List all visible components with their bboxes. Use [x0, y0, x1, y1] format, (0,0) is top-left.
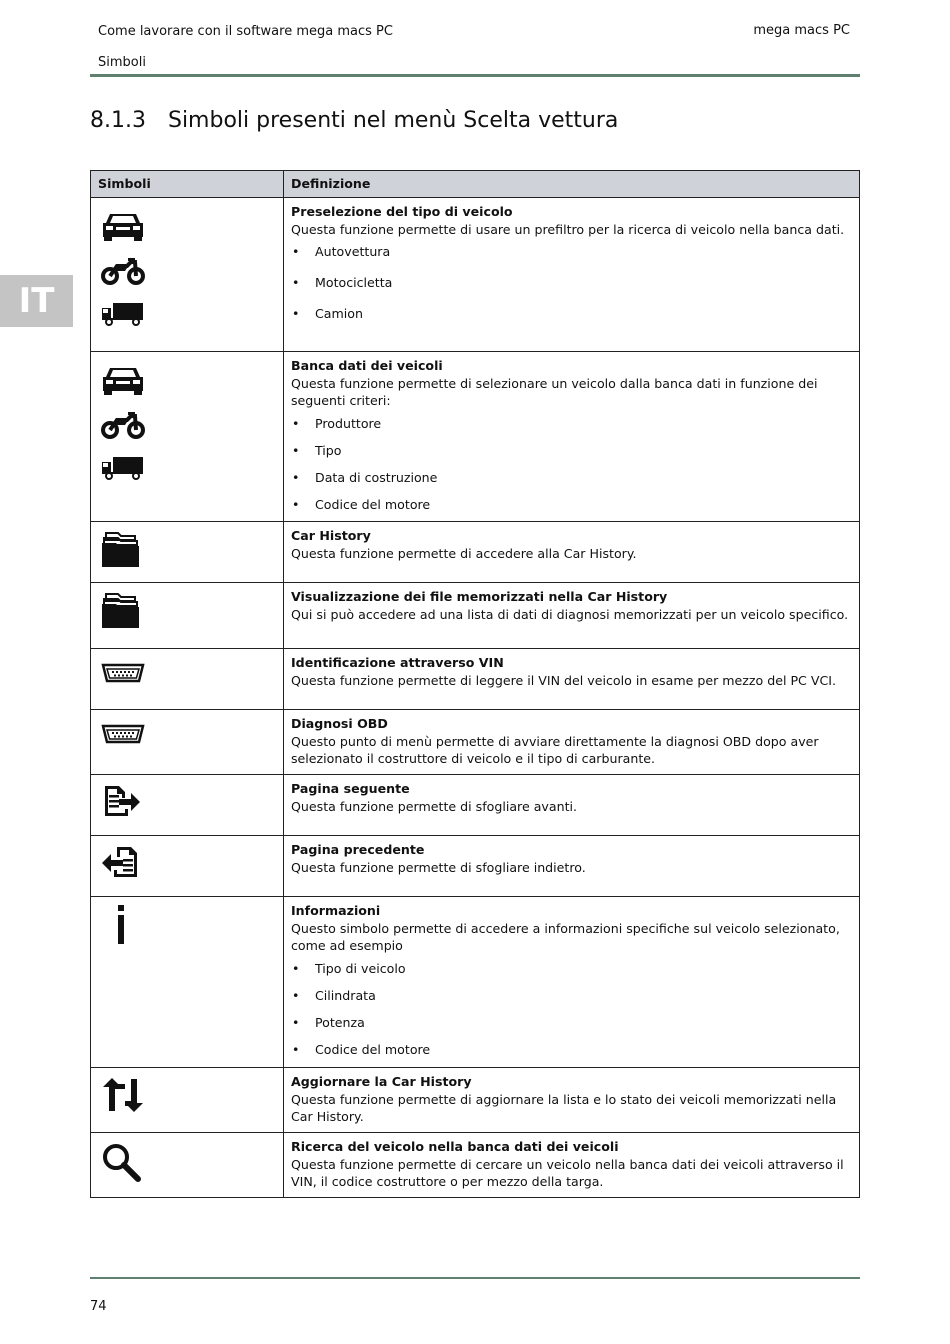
definition-title: Identificazione attraverso VIN: [291, 655, 504, 670]
definition-title: Aggiornare la Car History: [291, 1074, 472, 1089]
table-row: [91, 198, 860, 352]
table-row: [91, 583, 860, 649]
definition-title: Ricerca del veicolo nella banca dati dei veicoli: [291, 1139, 619, 1154]
definition-cell: [284, 710, 860, 775]
section-number: 8.1.3: [90, 108, 146, 133]
symbol-cell: [91, 198, 284, 352]
column-header-symbols: Simboli: [91, 171, 284, 198]
definition-title: Pagina precedente: [291, 842, 425, 857]
definition-cell: [284, 522, 860, 583]
symbol-cell: [91, 522, 284, 583]
table-row: [91, 775, 860, 836]
symbol-cell: [91, 897, 284, 1068]
table-row: [91, 522, 860, 583]
table-row: [91, 897, 860, 1068]
bullet-list: [291, 243, 852, 323]
refresh-arrows-icon: [101, 1077, 145, 1113]
bullet-item: • Autovettura: [291, 243, 852, 261]
definition-title: Informazioni: [291, 903, 381, 918]
definition-text: Questa funzione permette di sfogliare indietro.: [291, 859, 586, 875]
running-header-title: Come lavorare con il software mega macs PC: [98, 24, 393, 39]
table-row: [91, 352, 860, 522]
language-tab: IT: [0, 275, 73, 327]
definition-text: Questa funzione permette di selezionare un veicolo dalla banca dati in funzione dei seguenti criteri:: [291, 375, 818, 408]
definition-title: Visualizzazione dei file memorizzati nella Car History: [291, 589, 668, 604]
definition-cell: [284, 198, 860, 352]
table-row: [91, 836, 860, 897]
info-icon: [101, 904, 141, 946]
symbol-cell: [91, 710, 284, 775]
symbol-cell: [91, 836, 284, 897]
definition-title: Car History: [291, 528, 371, 543]
definition-title: Diagnosi OBD: [291, 716, 388, 731]
definition-text: Questo simbolo permette di accedere a informazioni specifiche sul veicolo selezionato, come ad esempio: [291, 920, 840, 953]
table-row: [91, 710, 860, 775]
car-icon: [101, 364, 145, 396]
running-header-subtitle: Simboli: [98, 55, 146, 70]
definition-text: Questa funzione permette di cercare un veicolo nella banca dati dei veicoli attraverso il VIN, il codice costruttore o per mezzo della targa.: [291, 1156, 844, 1189]
bullet-item: • Data di costruzione: [291, 469, 852, 487]
bullet-item: • Cilindrata: [291, 987, 852, 1005]
folder-icon: [101, 592, 141, 630]
obd-connector-icon: [101, 662, 145, 684]
header-divider: [90, 74, 860, 77]
definition-cell: [284, 1133, 860, 1198]
column-header-definition: Definizione: [284, 171, 860, 198]
definition-text: Questa funzione permette di usare un prefiltro per la ricerca di veicolo nella banca dati.: [291, 221, 845, 237]
table-body: [91, 198, 860, 1198]
definition-text: Qui si può accedere ad una lista di dati di diagnosi memorizzati per un veicolo specifico.: [291, 606, 849, 622]
symbol-cell: [91, 649, 284, 710]
car-icon: [101, 210, 145, 242]
section-heading: [90, 108, 618, 133]
symbol-cell: [91, 352, 284, 522]
truck-icon: [101, 300, 145, 326]
bullet-list: [291, 415, 852, 514]
definition-text: Questo punto di menù permette di avviare direttamente la diagnosi OBD dopo aver selezionato il costruttore di veicolo e il tipo di carburante.: [291, 733, 819, 766]
symbol-cell: [91, 1133, 284, 1198]
bullet-item: • Camion: [291, 305, 852, 323]
table-row: [91, 1068, 860, 1133]
bullet-item: • Potenza: [291, 1014, 852, 1032]
definition-title: Preselezione del tipo di veicolo: [291, 204, 513, 219]
definition-cell: [284, 1068, 860, 1133]
definition-title: Banca dati dei veicoli: [291, 358, 443, 373]
page-next-icon: [101, 784, 141, 818]
page-number: 74: [90, 1299, 107, 1314]
definition-text: Questa funzione permette di accedere alla Car History.: [291, 545, 637, 561]
bullet-item: • Tipo: [291, 442, 852, 460]
definition-cell: [284, 583, 860, 649]
definition-text: Questa funzione permette di sfogliare avanti.: [291, 798, 578, 814]
table-row: [91, 1133, 860, 1198]
bullet-item: • Produttore: [291, 415, 852, 433]
section-title: Simboli presenti nel menù Scelta vettura: [167, 108, 619, 133]
search-icon: [101, 1142, 145, 1182]
definition-title: Pagina seguente: [291, 781, 410, 796]
definition-cell: [284, 897, 860, 1068]
definition-cell: [284, 352, 860, 522]
footer-divider: [90, 1277, 860, 1279]
definition-text: Questa funzione permette di leggere il VIN del veicolo in esame per mezzo del PC VCI.: [291, 672, 836, 688]
bullet-item: • Motocicletta: [291, 274, 852, 292]
symbol-cell: [91, 775, 284, 836]
page-previous-icon: [101, 845, 141, 879]
table-header-row: [91, 171, 860, 198]
symbol-cell: [91, 583, 284, 649]
symbol-cell: [91, 1068, 284, 1133]
bullet-item: • Codice del motore: [291, 1041, 852, 1059]
definition-cell: [284, 836, 860, 897]
definition-cell: [284, 775, 860, 836]
definition-text: Questa funzione permette di aggiornare la lista e lo stato dei veicoli memorizzati nella Car History.: [291, 1091, 837, 1124]
truck-icon: [101, 454, 145, 480]
motorcycle-icon: [101, 410, 145, 440]
bullet-item: • Tipo di veicolo: [291, 960, 852, 978]
obd-connector-icon: [101, 723, 145, 745]
folder-icon: [101, 531, 141, 569]
running-header-product: mega macs PC: [753, 23, 850, 38]
bullet-list: [291, 960, 852, 1059]
table-row: [91, 649, 860, 710]
bullet-item: • Codice del motore: [291, 496, 852, 514]
symbols-table: [90, 170, 860, 1198]
motorcycle-icon: [101, 256, 145, 286]
definition-cell: [284, 649, 860, 710]
